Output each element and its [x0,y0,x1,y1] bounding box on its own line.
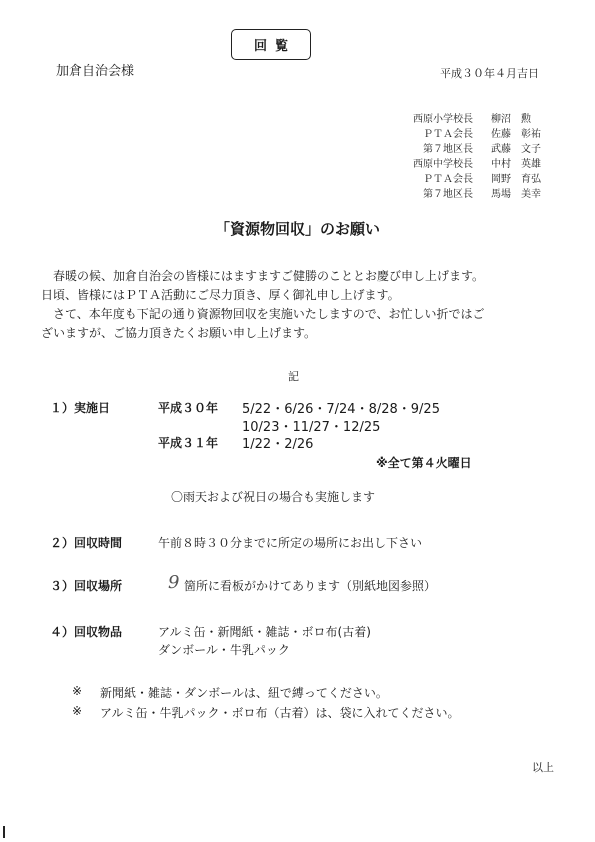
sender-name: 佐藤 彰祐 [491,129,541,140]
sender-row [380,185,555,199]
sender-row [380,170,555,184]
issue-date: 平成３０年４月吉日 [440,67,539,80]
schedule-year-h31: 平成３１年 [158,436,219,450]
note-mark: ※ [72,684,83,698]
circular-stamp [231,29,311,60]
body-line: さて、本年度も下記の通り資源物回収を実施いたしますので、お忙しい折ではご [53,307,485,321]
goods-line: ダンボール・牛乳パック [158,643,290,657]
time-value: 午前８時３０分までに所定の場所にお出し下さい [158,536,423,550]
schedule-dates-h30-b: 10/23・11/27・12/25 [242,420,381,435]
note-mark: ※ [72,704,83,718]
schedule-label: １）実施日 [50,401,111,415]
sender-role: ＰＴＡ会長 [423,174,473,185]
ki-heading: 記 [288,370,299,383]
sender-role: ＰＴＡ会長 [423,129,473,140]
body-line: ざいますが、ご協力頂きたくお願い申し上げます。 [41,326,317,340]
sender-row [380,125,555,139]
sender-row [380,155,555,169]
note-text: アルミ缶・牛乳パック・ボロ布（古着）は、袋に入れてください。 [100,706,460,720]
body-line: 日頃、皆様にはＰＴＡ活動にご尽力頂き、厚く御礼申し上げます。 [41,288,400,302]
sender-role: 西原小学校長 [413,114,473,125]
schedule-dates-h30-a: 5/22・6/26・7/24・8/28・9/25 [242,402,440,417]
sender-name: 中村 英雄 [491,159,541,170]
sender-name: 馬場 美幸 [491,189,541,200]
circular-label: 回覧 [253,39,296,54]
goods-label: ４）回収物品 [50,625,123,639]
schedule-dates-h31: 1/22・2/26 [242,437,314,452]
body-line: 春暖の候、加倉自治会の皆様にはますますご健勝のこととお慶び申し上げます。 [53,269,485,283]
sender-row [380,140,555,154]
place-count-handwritten: 9 [168,572,180,593]
schedule-weekday-note: ※全て第４火曜日 [376,456,472,470]
sender-role: 第７地区長 [423,144,473,155]
schedule-year-h30: 平成３０年 [158,401,219,415]
rain-note: 〇雨天および祝日の場合も実施します [171,490,376,504]
sender-name: 岡野 育弘 [491,174,541,185]
sender-name: 柳沼 勲 [491,114,531,125]
note-text: 新聞紙・雑誌・ダンボールは、紐で縛ってください。 [100,686,388,700]
document-title: 「資源物回収」のお願い [214,220,380,238]
place-label: ３）回収場所 [50,579,123,593]
addressee: 加倉自治会様 [56,64,135,79]
place-value: 箇所に看板がかけてあります（別紙地図参照） [184,579,437,593]
time-label: ２）回収時間 [50,536,123,550]
closing: 以上 [532,761,554,774]
sender-row [380,110,555,124]
scan-edge-mark [3,826,5,838]
sender-role: 第７地区長 [423,189,473,200]
sender-name: 武藤 文子 [491,144,541,155]
sender-role: 西原中学校長 [413,159,473,170]
goods-line: アルミ缶・新聞紙・雑誌・ボロ布(古着) [158,625,371,639]
